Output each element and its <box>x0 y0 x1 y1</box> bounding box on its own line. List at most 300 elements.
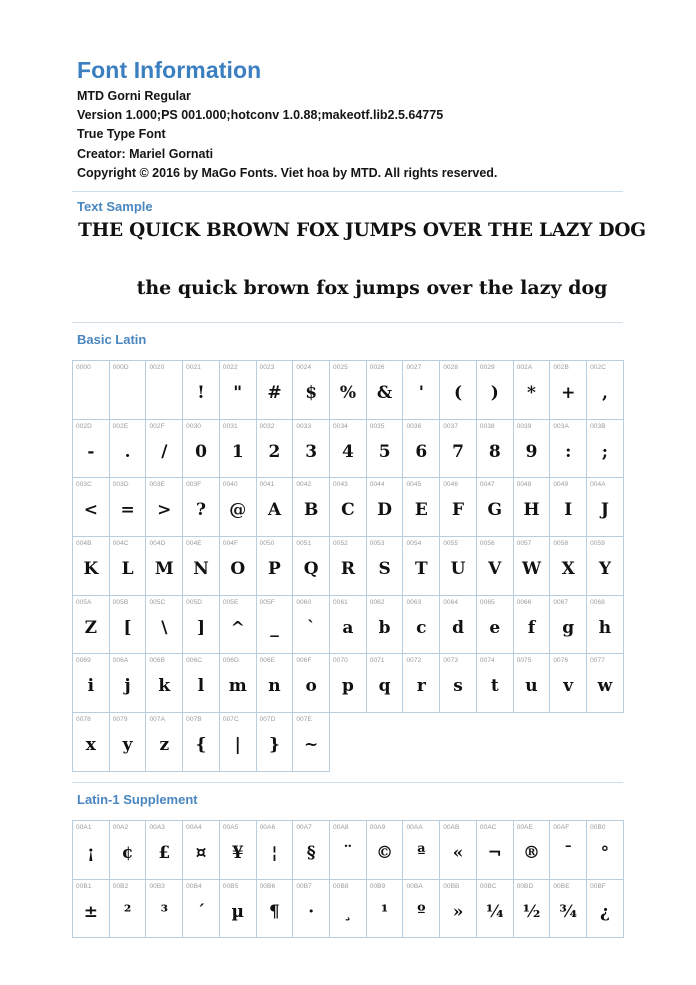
glyph-cell <box>440 880 477 939</box>
glyph-char: A <box>267 500 282 521</box>
glyph-cell <box>587 361 624 420</box>
glyph-code: 00B7 <box>296 882 312 890</box>
glyph-cell <box>440 478 477 537</box>
glyph-char: 5 <box>378 441 391 462</box>
glyph-code: 007C <box>222 716 239 724</box>
glyph-char: # <box>267 383 282 403</box>
glyph-code: 0059 <box>590 540 605 548</box>
glyph-code: 0024 <box>296 364 312 371</box>
glyph-cell <box>110 821 147 880</box>
glyph-cell <box>293 420 330 479</box>
glyph-char: X <box>561 559 575 580</box>
glyph-code: 0076 <box>553 657 569 665</box>
glyph-cell <box>587 537 624 596</box>
glyph-cell <box>110 713 147 772</box>
glyph-cell <box>73 713 110 772</box>
glyph-char: g <box>562 617 575 638</box>
glyph-char: z <box>159 735 170 756</box>
glyph-cell <box>257 596 294 655</box>
glyph-char: « <box>452 843 464 863</box>
glyph-char: 8 <box>488 441 501 462</box>
glyph-cell <box>183 361 220 420</box>
glyph-char: ® <box>522 843 540 863</box>
glyph-code: 0000 <box>76 364 91 371</box>
glyph-code: 0061 <box>333 598 348 606</box>
glyph-char: q <box>378 676 391 697</box>
glyph-char: ¾ <box>559 901 578 922</box>
glyph-code: 0067 <box>553 598 569 606</box>
glyph-cell <box>367 880 404 939</box>
glyph-code: 005F <box>259 598 275 606</box>
glyph-cell <box>330 596 367 655</box>
glyph-code: 005C <box>149 598 166 606</box>
glyph-cell <box>183 654 220 713</box>
divider <box>72 322 623 323</box>
glyph-cell <box>220 537 257 596</box>
glyph-char: $ <box>305 383 318 403</box>
glyph-code: 0056 <box>479 540 495 548</box>
glyph-code: 0042 <box>296 481 312 489</box>
glyph-char: 2 <box>268 441 281 462</box>
glyph-char: Q <box>303 559 319 580</box>
glyph-code: 0065 <box>479 598 495 606</box>
glyph-char: § <box>306 843 316 863</box>
glyph-cell <box>220 654 257 713</box>
glyph-char: ¬ <box>487 843 502 863</box>
glyph-code: 0035 <box>369 422 385 430</box>
glyph-code: 00A7 <box>296 824 312 831</box>
glyph-code: 0074 <box>479 657 495 665</box>
glyph-cell <box>73 880 110 939</box>
glyph-code: 00BB <box>443 882 460 890</box>
glyph-code: 004F <box>222 540 239 548</box>
glyph-cell <box>440 821 477 880</box>
glyph-code: 00A8 <box>333 824 349 831</box>
glyph-cell <box>367 478 404 537</box>
glyph-code: 0043 <box>333 481 348 489</box>
glyph-char: k <box>158 676 171 697</box>
glyph-code: 0023 <box>259 364 275 371</box>
glyph-code: 0033 <box>296 422 312 430</box>
glyph-cell <box>330 654 367 713</box>
glyph-code: 003B <box>590 422 606 430</box>
glyph-cell <box>403 361 440 420</box>
glyph-cell <box>257 420 294 479</box>
glyph-char: ¯ <box>563 843 573 863</box>
sample-lowercase: the quick brown fox jumps over the lazy dog <box>136 277 608 299</box>
glyph-cell <box>257 880 294 939</box>
glyph-char: { <box>195 735 207 756</box>
glyph-code: 00B2 <box>112 882 129 890</box>
glyph-char: u <box>525 676 538 697</box>
glyph-char: j <box>124 676 131 697</box>
glyph-char: S <box>378 559 391 580</box>
glyph-cell <box>220 821 257 880</box>
glyph-cell <box>183 880 220 939</box>
glyph-char: ¸ <box>343 901 353 922</box>
glyph-code: 0063 <box>406 598 422 606</box>
glyph-cell <box>146 537 183 596</box>
section-label-latin1-supplement: Latin-1 Supplement <box>77 792 198 807</box>
glyph-cell <box>514 880 551 939</box>
divider <box>72 191 623 192</box>
glyph-code: 0022 <box>222 364 238 371</box>
glyph-cell <box>220 420 257 479</box>
glyph-cell <box>367 537 404 596</box>
glyph-char: i <box>87 676 95 697</box>
glyph-cell <box>146 713 183 772</box>
glyph-code: 00BA <box>406 882 423 890</box>
glyph-code: 0050 <box>259 540 275 548</box>
glyph-char: ª <box>417 843 426 863</box>
glyph-code: 0079 <box>112 716 128 724</box>
glyph-cell <box>367 420 404 479</box>
page-title: Font Information <box>77 57 262 83</box>
glyph-code: 00A3 <box>149 824 166 831</box>
glyph-cell <box>293 361 330 420</box>
glyph-cell <box>293 596 330 655</box>
glyph-cell <box>293 654 330 713</box>
glyph-cell <box>440 537 477 596</box>
glyph-grid-basic-latin <box>72 360 624 772</box>
glyph-char: y <box>122 735 133 756</box>
glyph-code: 0040 <box>222 481 238 489</box>
glyph-cell <box>110 537 147 596</box>
glyph-cell <box>477 821 514 880</box>
glyph-char: = <box>120 500 135 521</box>
glyph-char: ¦ <box>271 843 278 863</box>
glyph-char: [ <box>123 617 132 638</box>
glyph-cell <box>330 537 367 596</box>
glyph-cell <box>477 654 514 713</box>
glyph-char: s <box>453 676 463 697</box>
glyph-code: 007B <box>186 716 202 724</box>
glyph-char: T <box>415 559 428 580</box>
glyph-char: © <box>376 843 394 863</box>
glyph-code: 0046 <box>443 481 459 489</box>
glyph-cell <box>477 537 514 596</box>
glyph-code: 0045 <box>406 481 422 489</box>
glyph-cell <box>477 478 514 537</box>
glyph-char: e <box>489 617 501 638</box>
glyph-cell <box>146 654 183 713</box>
glyph-char: I <box>564 500 573 521</box>
glyph-cell <box>183 821 220 880</box>
glyph-code: 00AF <box>553 824 570 831</box>
glyph-code: 00BF <box>590 882 606 890</box>
glyph-cell <box>403 596 440 655</box>
glyph-cell <box>146 478 183 537</box>
glyph-code: 00AA <box>406 824 423 831</box>
glyph-code: 0021 <box>186 364 202 371</box>
glyph-code: 002A <box>516 364 533 371</box>
glyph-char: 4 <box>341 441 354 462</box>
glyph-code: 0036 <box>406 422 422 430</box>
glyph-code: 004D <box>149 540 166 548</box>
glyph-code: 005A <box>76 598 92 606</box>
glyph-cell <box>477 880 514 939</box>
glyph-char: ) <box>490 383 499 403</box>
glyph-cell <box>257 361 294 420</box>
glyph-cell <box>587 821 624 880</box>
glyph-code: 005B <box>112 598 129 606</box>
glyph-cell <box>110 361 147 420</box>
glyph-cell <box>550 821 587 880</box>
glyph-cell <box>440 596 477 655</box>
glyph-code: 0075 <box>516 657 532 665</box>
glyph-code: 0047 <box>479 481 495 489</box>
glyph-cell <box>293 821 330 880</box>
glyph-char: G <box>487 500 503 521</box>
glyph-code: 00A9 <box>369 824 386 831</box>
glyph-char: ¥ <box>231 843 244 863</box>
glyph-cell <box>146 420 183 479</box>
glyph-code: 0057 <box>516 540 532 548</box>
glyph-code: 0037 <box>443 422 459 430</box>
glyph-code: 00B9 <box>369 882 386 890</box>
glyph-cell <box>403 880 440 939</box>
glyph-cell <box>477 420 514 479</box>
font-name: MTD Gorni Regular <box>77 89 191 103</box>
glyph-char: ¹ <box>380 901 389 922</box>
glyph-code: 0058 <box>553 540 569 548</box>
glyph-char: \ <box>161 617 168 638</box>
glyph-code: 0030 <box>186 422 202 430</box>
glyph-code: 0034 <box>333 422 348 430</box>
glyph-cell <box>514 654 551 713</box>
glyph-code: 003C <box>76 481 92 489</box>
glyph-char: o <box>305 676 317 697</box>
glyph-char: - <box>87 441 95 462</box>
glyph-char: h <box>598 617 612 638</box>
glyph-cell <box>330 880 367 939</box>
glyph-cell <box>220 596 257 655</box>
glyph-cell <box>257 478 294 537</box>
glyph-char: O <box>230 559 246 580</box>
glyph-code: 005E <box>222 598 239 606</box>
glyph-char: v <box>563 676 574 697</box>
glyph-code: 00B5 <box>222 882 239 890</box>
font-type: True Type Font <box>77 127 166 142</box>
glyph-code: 0032 <box>259 422 275 430</box>
glyph-cell <box>587 880 624 939</box>
glyph-code: 00BD <box>516 882 534 890</box>
glyph-cell <box>146 821 183 880</box>
font-info <box>77 87 497 183</box>
glyph-cell <box>293 713 330 772</box>
glyph-code: 00B1 <box>76 882 92 890</box>
glyph-cell <box>257 654 294 713</box>
glyph-cell <box>257 821 294 880</box>
glyph-code: 000D <box>112 364 129 371</box>
glyph-code: 00B8 <box>333 882 349 890</box>
glyph-cell <box>403 478 440 537</box>
glyph-char: C <box>341 500 355 521</box>
glyph-char: ; <box>601 441 609 462</box>
glyph-code: 00AE <box>516 824 533 831</box>
glyph-char: P <box>268 559 281 580</box>
glyph-cell <box>183 478 220 537</box>
glyph-char: N <box>193 559 209 580</box>
glyph-char: ¿ <box>599 901 610 922</box>
glyph-code: 0027 <box>406 364 422 371</box>
glyph-char: b <box>378 617 391 638</box>
glyph-char: 6 <box>415 441 428 462</box>
glyph-char: W <box>521 559 542 580</box>
glyph-char: E <box>414 500 428 521</box>
glyph-char: 9 <box>525 441 538 462</box>
glyph-code: 0062 <box>369 598 385 606</box>
glyph-code: 0053 <box>369 540 385 548</box>
glyph-cell <box>587 654 624 713</box>
glyph-code: 002C <box>590 364 607 371</box>
glyph-code: 0028 <box>443 364 459 371</box>
glyph-cell <box>587 596 624 655</box>
glyph-char: , <box>601 383 608 403</box>
glyph-code: 0051 <box>296 540 312 548</box>
glyph-char: Z <box>84 617 98 638</box>
glyph-cell <box>550 420 587 479</box>
glyph-char: ¨ <box>343 843 353 863</box>
glyph-cell <box>110 880 147 939</box>
font-version: Version 1.000;PS 001.000;hotconv 1.0.88;makeotf.lib2.5.64775 <box>77 108 444 123</box>
glyph-char: d <box>452 617 464 638</box>
glyph-cell <box>183 713 220 772</box>
glyph-char: % <box>339 383 356 403</box>
glyph-char: D <box>377 500 392 521</box>
glyph-char: L <box>121 559 134 580</box>
glyph-code: 0049 <box>553 481 569 489</box>
glyph-char: x <box>85 735 96 756</box>
glyph-code: 004C <box>112 540 129 548</box>
glyph-char: r <box>416 676 426 697</box>
glyph-code: 0055 <box>443 540 459 548</box>
glyph-cell <box>514 537 551 596</box>
glyph-code: 0054 <box>406 540 422 548</box>
glyph-code: 00BE <box>553 882 570 890</box>
glyph-char: M <box>154 559 174 580</box>
glyph-code: 0078 <box>76 716 91 724</box>
glyph-cell <box>220 361 257 420</box>
glyph-cell <box>367 361 404 420</box>
glyph-char: ^ <box>230 617 245 638</box>
font-creator: Creator: Mariel Gornati <box>77 146 214 161</box>
glyph-char: | <box>234 735 241 756</box>
glyph-code: 0072 <box>406 657 422 665</box>
glyph-cell <box>477 361 514 420</box>
glyph-char: w <box>597 676 613 697</box>
glyph-char: f <box>527 617 536 638</box>
glyph-code: 0044 <box>369 481 385 489</box>
glyph-code: 00BC <box>479 882 497 890</box>
glyph-cell <box>183 420 220 479</box>
glyph-code: 0038 <box>479 422 495 430</box>
glyph-code: 002B <box>553 364 569 371</box>
glyph-code: 00AC <box>479 824 497 831</box>
glyph-char: µ <box>231 901 244 922</box>
glyph-code: 00B3 <box>149 882 166 890</box>
glyph-cell <box>367 596 404 655</box>
glyph-char: » <box>452 901 464 922</box>
glyph-code: 0070 <box>333 657 348 665</box>
glyph-char: · <box>308 901 315 922</box>
glyph-char: ] <box>196 617 206 638</box>
glyph-char: > <box>157 500 172 521</box>
glyph-cell <box>146 880 183 939</box>
glyph-cell <box>293 880 330 939</box>
glyph-char: V <box>488 559 502 580</box>
glyph-cell <box>403 537 440 596</box>
glyph-cell <box>550 654 587 713</box>
glyph-char: B <box>303 500 319 521</box>
glyph-cell <box>183 537 220 596</box>
glyph-code: 0073 <box>443 657 459 665</box>
glyph-cell <box>73 361 110 420</box>
glyph-code: 0041 <box>259 481 275 489</box>
glyph-cell <box>514 478 551 537</box>
glyph-code: 0048 <box>516 481 532 489</box>
glyph-cell <box>146 361 183 420</box>
glyph-code: 0052 <box>333 540 348 548</box>
glyph-cell <box>550 537 587 596</box>
glyph-code: 0071 <box>369 657 385 665</box>
glyph-code: 00A1 <box>76 824 92 831</box>
glyph-cell <box>73 537 110 596</box>
glyph-char: ~ <box>304 735 319 756</box>
glyph-char: 3 <box>305 441 318 462</box>
glyph-cell <box>550 478 587 537</box>
glyph-code: 003D <box>112 481 129 489</box>
glyph-cell <box>587 420 624 479</box>
glyph-code: 006C <box>186 657 203 665</box>
glyph-code: 004A <box>590 481 606 489</box>
glyph-cell <box>514 596 551 655</box>
glyph-code: 0064 <box>443 598 459 606</box>
glyph-char: " <box>233 383 243 403</box>
glyph-code: 002F <box>149 422 165 430</box>
glyph-char: l <box>197 676 205 697</box>
glyph-code: 0029 <box>479 364 495 371</box>
glyph-code: 003F <box>186 481 202 489</box>
glyph-char: p <box>341 676 354 697</box>
glyph-cell <box>73 596 110 655</box>
glyph-code: 006B <box>149 657 166 665</box>
glyph-cell <box>403 654 440 713</box>
glyph-cell <box>477 596 514 655</box>
glyph-char: ( <box>454 383 463 403</box>
glyph-cell <box>73 478 110 537</box>
glyph-cell <box>330 420 367 479</box>
glyph-char: : <box>565 441 572 462</box>
glyph-cell <box>403 821 440 880</box>
glyph-code: 005D <box>186 598 203 606</box>
glyph-code: 006D <box>222 657 239 665</box>
glyph-cell <box>440 420 477 479</box>
glyph-char: _ <box>270 617 279 638</box>
glyph-char: & <box>376 383 393 403</box>
glyph-cell <box>110 654 147 713</box>
glyph-char: m <box>228 676 247 697</box>
glyph-cell <box>550 880 587 939</box>
section-label-text-sample: Text Sample <box>77 199 153 214</box>
glyph-code: 006F <box>296 657 312 665</box>
glyph-code: 0031 <box>222 422 238 430</box>
glyph-char: ? <box>196 500 206 521</box>
glyph-char: < <box>83 500 98 521</box>
glyph-code: 00A2 <box>112 824 129 831</box>
glyph-char: U <box>450 559 466 580</box>
glyph-code: 002D <box>76 422 92 430</box>
